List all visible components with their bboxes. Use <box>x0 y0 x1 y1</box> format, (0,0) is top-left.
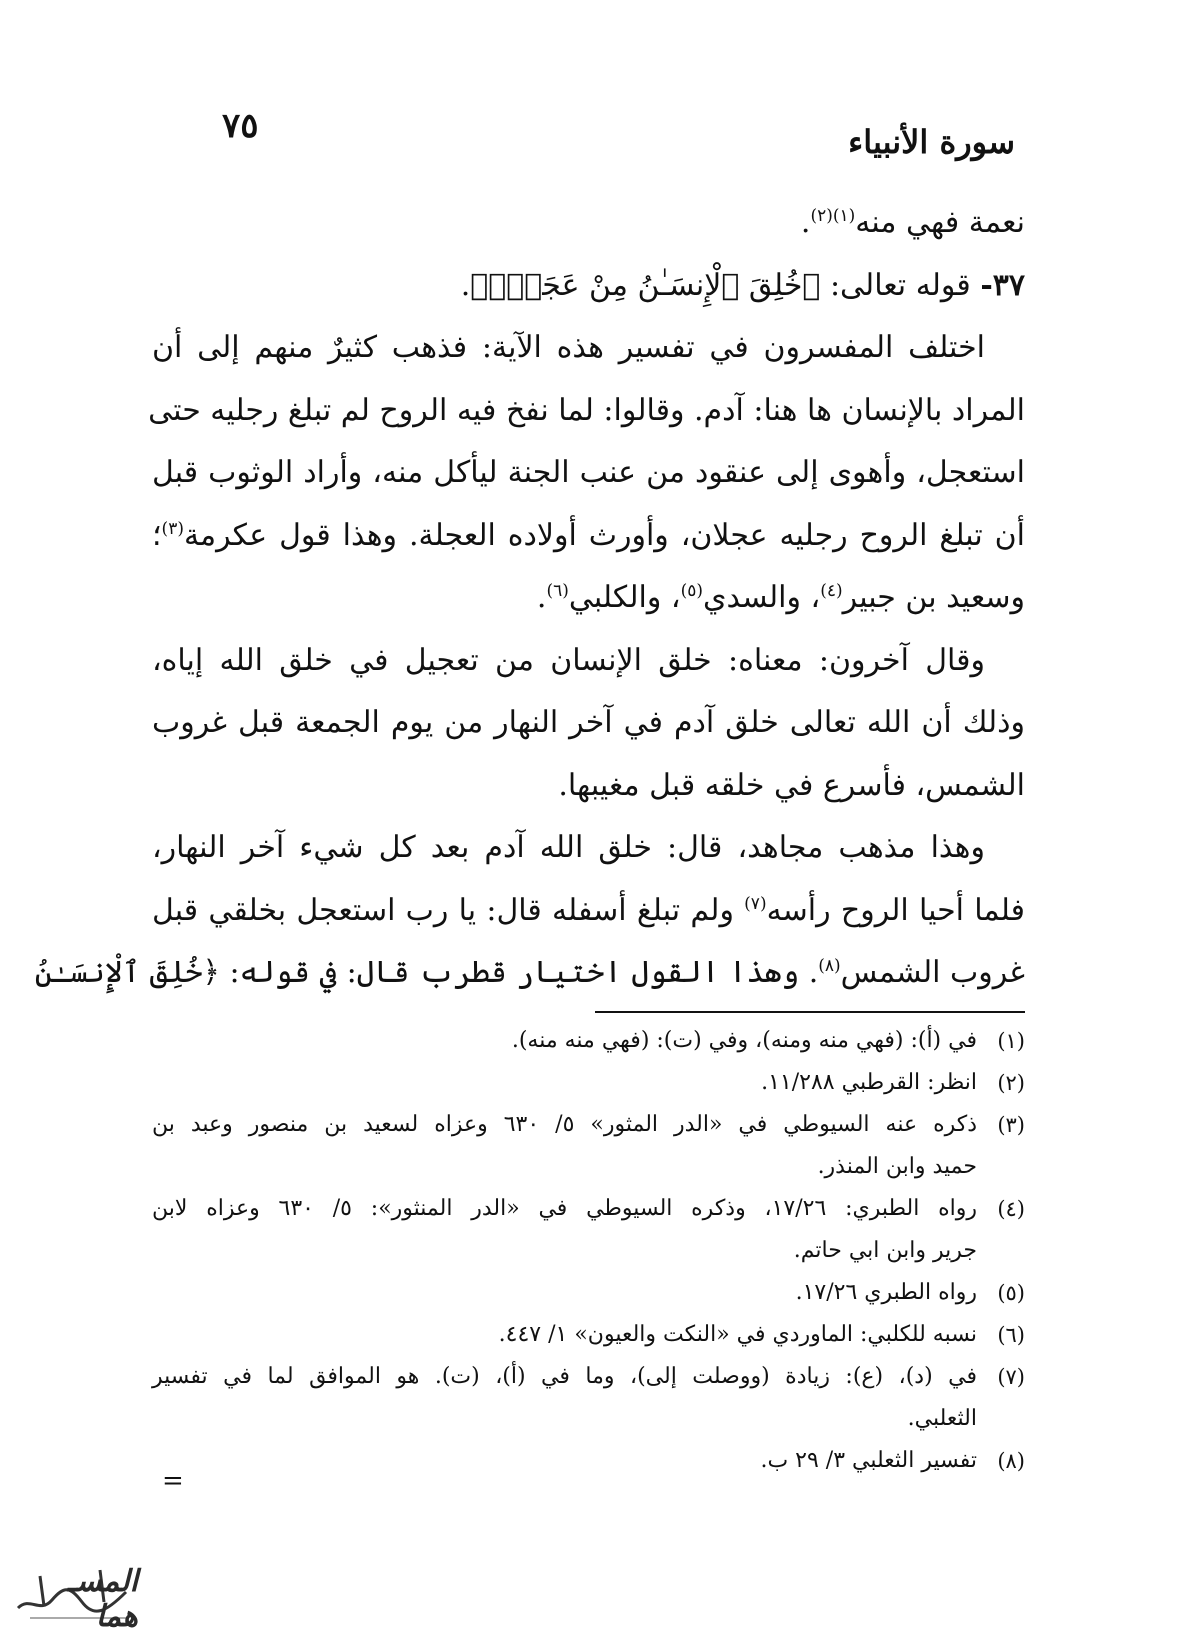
footnote-number: (٥) <box>997 1281 1025 1305</box>
text-line: أن تبلغ الروح رجليه عجلان، وأورث أولاده العجلة. وهذا قول عكرمة$^{(٣)}$؛ <box>152 517 1025 553</box>
footnote <box>152 1104 1025 1188</box>
text-line: نعمة فهي منه$^{(١)(٢)}$. <box>800 205 1025 240</box>
text-line: غروب الشمس$^{(٨)}$. وهذا القول اختيار قطرب قال: في قوله: ﴿خُلِقَ ٱلْإِنسَـٰنُ <box>34 955 1025 990</box>
footnote-ref: (١)(٢) <box>810 206 856 226</box>
footnote-text: في (د)، (ع): زيادة (ووصلت إلى)، وما في (أ)، (ت). هو الموافق لما في تفسير <box>152 1364 977 1389</box>
footnote <box>152 1314 1025 1356</box>
logo-text: المسـ هما <box>67 1564 138 1634</box>
footnote <box>152 1272 1025 1314</box>
footnote-text: الثعلبي. <box>907 1406 977 1431</box>
text-line: اختلف المفسرون في تفسير هذه الآية: فذهب كثيرٌ منهم إلى أن <box>152 330 985 365</box>
footnote-text: رواه الطبري ١٧/٢٦. <box>795 1280 977 1305</box>
verse-intro: قوله تعالى: <box>829 267 971 303</box>
text-line: المراد بالإنسان ها هنا: آدم. وقالوا: لما نفخ فيه الروح لم تبلغ رجليه حتى <box>148 392 1025 428</box>
footnote-number: (٦) <box>997 1323 1025 1347</box>
footnote-ref: (٦) <box>546 581 569 601</box>
footnote-ref: (٤) <box>820 581 843 601</box>
footnote-ref: (٧) <box>744 893 767 914</box>
footnote-text: انظر: القرطبي ١١/٢٨٨. <box>761 1070 977 1095</box>
footnote-text: تفسير الثعلبي ٣/ ٢٩ ب. <box>760 1448 977 1473</box>
footnote-text: في (أ): (فهي منه ومنه)، وفي (ت): (فهي منه منه). <box>511 1028 977 1053</box>
footnote-ref: (٣) <box>161 518 184 539</box>
footnote-text: جرير وابن ابي حاتم. <box>793 1238 977 1263</box>
text-line: وقال آخرون: معناه: خلق الإنسان من تعجيل في خلق الله إياه، <box>152 642 985 678</box>
text-line: وهذا مذهب مجاهد، قال: خلق الله آدم بعد كل شيء آخر النهار، <box>152 830 985 865</box>
footnote-number: (٣) <box>997 1113 1025 1137</box>
page-number: ٧٥ <box>222 106 259 146</box>
footnote-text: نسبه للكلبي: الماوردي في «النكت والعيون» ١/ ٤٤٧. <box>498 1322 977 1347</box>
text-line: الشمس، فأسرع في خلقه قبل مغيبها. <box>558 767 1025 803</box>
text-line: فلما أحيا الروح رأسه$^{(٧)}$ ولم تبلغ أسفله قال: يا رب استعجل بخلقي قبل <box>152 892 1025 928</box>
footnotes <box>152 1020 1025 1482</box>
footnote-text: رواه الطبري: ١٧/٢٦، وذكره السيوطي في «الدر المنثور»: ٥/ ٦٣٠ وعزاه لابن <box>152 1196 978 1221</box>
footnote-number: (٤) <box>997 1197 1025 1221</box>
footnote-number: (٧) <box>997 1365 1025 1389</box>
footnote <box>152 1188 1025 1272</box>
text-line: استعجل، وأهوى إلى عنقود من عنب الجنة ليأكل منه، وأراد الوثوب قبل <box>152 455 1025 490</box>
continuation-mark: = <box>162 1466 184 1496</box>
quran-quote: ﴿خُلِقَ ٱلْإِنسَـٰنُ مِنْ عَجَلٍۚ﴾. <box>460 267 821 303</box>
footnote-ref: (٨) <box>818 956 841 976</box>
verse-heading <box>152 255 1025 318</box>
footnote-text: ذكره عنه السيوطي في «الدر المثور» ٥/ ٦٣٠ وعزاه لسعيد بن منصور وعبد بن <box>152 1112 978 1137</box>
footnote-number: (٨) <box>997 1449 1025 1473</box>
footnote-divider <box>595 1011 1025 1013</box>
text-line: وسعيد بن جبير$^{(٤)}$، والسدي$^{(٥)}$، والكلبي$^{(٦)}$. <box>536 580 1025 615</box>
footnote-number: (٢) <box>997 1071 1025 1095</box>
publisher-logo <box>10 1556 138 1634</box>
footnote <box>152 1356 1025 1440</box>
footnote <box>152 1062 1025 1104</box>
text-line: وذلك أن الله تعالى خلق آدم في آخر النهار من يوم الجمعة قبل غروب <box>152 705 1025 740</box>
main-text <box>34 192 1025 1005</box>
footnote-number: (١) <box>997 1029 1025 1053</box>
footnote <box>152 1440 1025 1482</box>
surah-title: سورة الأنبياء <box>848 123 1015 161</box>
footnote <box>152 1020 1025 1062</box>
footnote-text: حميد وابن المنذر. <box>817 1154 977 1179</box>
verse-number: ٣٧- <box>980 267 1025 303</box>
footnote-ref: (٥) <box>680 581 704 601</box>
